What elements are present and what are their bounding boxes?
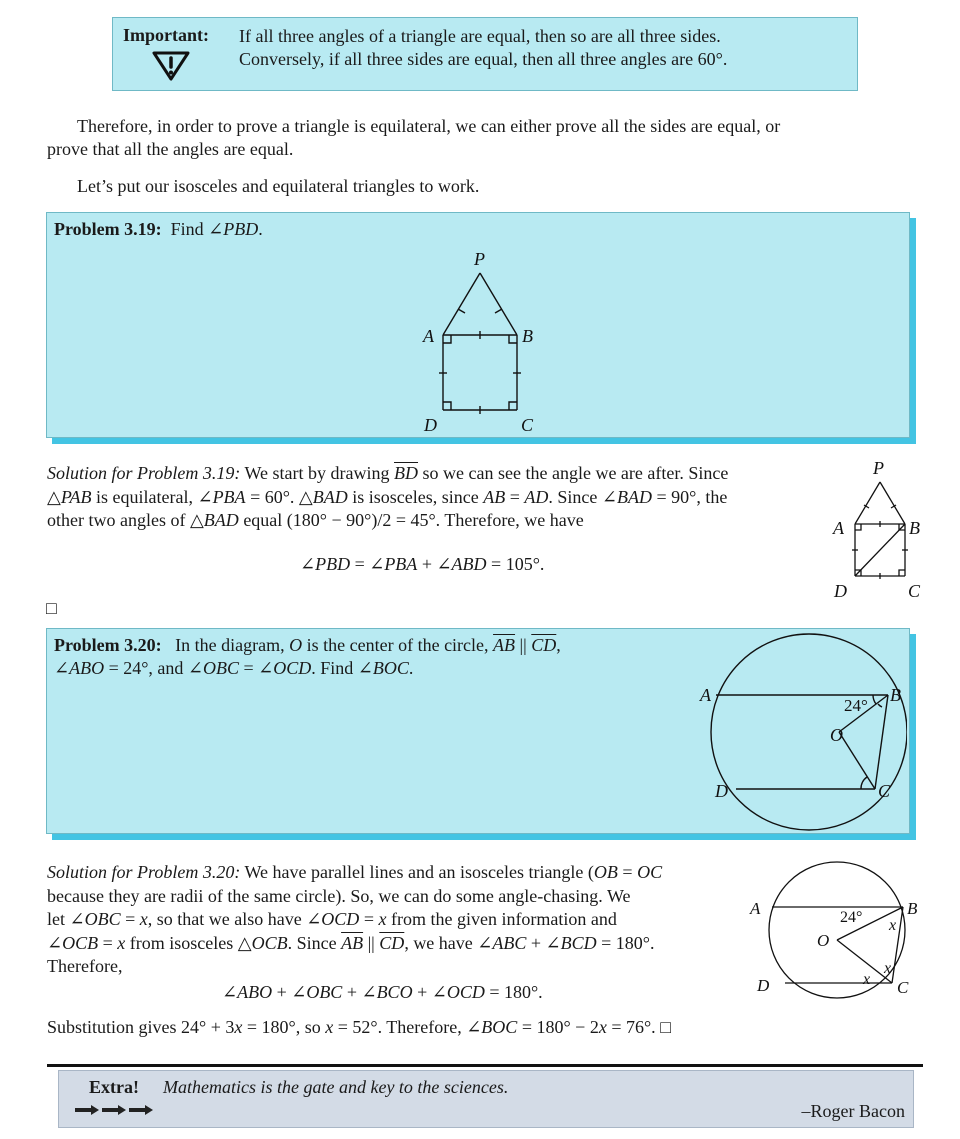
solution-3-20-line-3: [47, 908, 737, 932]
segment-cd: $\overline{CD}$: [379, 932, 405, 953]
label-x-ocd: x: [863, 971, 871, 988]
label-c: C: [878, 781, 891, 801]
solution-3-20-equation: [222, 982, 543, 1003]
var-x: x: [378, 909, 387, 929]
angle-pbd: ∠PBD: [300, 554, 351, 574]
segment-cd: $\overline{CD}$: [531, 635, 557, 655]
segment-ob: OB: [593, 862, 618, 882]
triangle-bad: △BAD: [189, 510, 239, 530]
qed-mark: □: [660, 1017, 672, 1037]
extra-quote: Mathematics is the gate and key to the sciences.: [163, 1077, 509, 1097]
text: We start by drawing: [240, 463, 395, 483]
problem-3-19-figure: [407, 243, 557, 433]
extra-label: Extra!: [89, 1077, 139, 1097]
label-a: A: [423, 326, 434, 346]
var-x: x: [598, 1017, 607, 1037]
angle-pbd: ∠PBD: [208, 219, 259, 239]
solution-label: Solution for Problem 3.19:: [47, 463, 241, 483]
text: +: [342, 982, 362, 1002]
solution-3-20-line-1: [47, 861, 737, 885]
label-x-ocb: x: [884, 960, 892, 977]
important-label: Important:: [123, 25, 209, 45]
text: equal (180° − 90°)/2 = 45°. Therefore, we have: [238, 510, 584, 530]
text: =: [505, 486, 525, 507]
paragraph-lets-work: Let’s put our isosceles and equilateral triangles to work.: [77, 176, 480, 196]
label-d: D: [757, 976, 770, 995]
label-d: D: [424, 415, 437, 433]
segment-ab: $\overline{AB}$: [341, 932, 364, 953]
text: = 52°. Therefore,: [333, 1017, 467, 1037]
solution-3-19-line-3: [47, 509, 827, 533]
problem-3-20-line-2: [54, 657, 714, 680]
label-c: C: [908, 581, 921, 601]
text: . Find: [311, 658, 358, 678]
label-c: C: [521, 415, 534, 433]
angle-obc: ∠OBC: [69, 909, 121, 929]
text: +: [417, 554, 437, 574]
label-p: P: [474, 249, 485, 269]
text: We have parallel lines and an isosceles triangle (: [240, 862, 594, 882]
angle-bad: ∠BAD: [601, 486, 652, 507]
label-b: B: [907, 899, 918, 918]
text: =: [350, 554, 370, 574]
solution-3-20-substitution: [47, 1017, 671, 1038]
text: =: [98, 932, 118, 953]
triangle-ocb: △OCB: [237, 932, 288, 953]
problem-text: Find: [170, 219, 209, 239]
label-d: D: [834, 581, 847, 601]
solution-3-20: [47, 861, 737, 979]
label-angle: 24°: [844, 696, 868, 715]
text: is equilateral,: [91, 486, 198, 507]
segment-ab: AB: [483, 486, 506, 507]
text: . Since: [287, 932, 342, 953]
label-b: B: [890, 685, 901, 705]
text: =: [359, 909, 379, 929]
solution-3-19-line-2: [47, 486, 827, 510]
text: Substitution gives 24° + 3: [47, 1017, 235, 1037]
text: In the diagram,: [175, 635, 290, 655]
text: is isosceles, since: [347, 486, 484, 507]
angle-bcd: ∠BCD: [545, 932, 597, 953]
label-b: B: [909, 518, 920, 538]
label-a: A: [700, 685, 711, 705]
point-o: O: [289, 635, 303, 655]
label-d: D: [715, 781, 728, 801]
problem-3-20-statement: [54, 634, 714, 680]
angle-obc: ∠OBC: [187, 658, 240, 678]
segment-ad: AD: [524, 486, 549, 507]
text: = 105°.: [486, 554, 545, 574]
text: +: [412, 982, 432, 1002]
angle-abc: ∠ABC: [477, 932, 527, 953]
problem-text-end: .: [258, 219, 263, 239]
important-line-1: If all three angles of a triangle are equal, then so are all three sides.: [239, 26, 721, 46]
text: = 24°, and: [104, 658, 188, 678]
arrows-icon: [75, 1105, 155, 1115]
solution-3-20-figure: [745, 860, 930, 1000]
var-x: x: [325, 1017, 334, 1037]
angle-abd: ∠ABD: [436, 554, 487, 574]
problem-3-19-statement: [54, 218, 263, 241]
problem-3-20-box: [46, 628, 910, 834]
text: = 76°.: [606, 1017, 661, 1037]
angle-bco: ∠BCO: [361, 982, 413, 1002]
text: other two angles of: [47, 510, 190, 530]
text: so we can see the angle we are after. Since: [418, 463, 729, 483]
solution-3-20-line-5: Therefore,: [47, 956, 123, 976]
triangle-bad: △BAD: [298, 486, 348, 507]
label-a: A: [833, 518, 844, 538]
var-x: x: [139, 909, 148, 929]
extra-quote-box: [58, 1070, 914, 1128]
label-o: O: [817, 931, 830, 950]
problem-label: Problem 3.20:: [54, 635, 162, 655]
paragraph-line-1: Therefore, in order to prove a triangle is equilateral, we can either prove all the sides are equal, or: [77, 116, 781, 136]
segment-oc: OC: [637, 862, 663, 882]
angle-ocb: ∠OCB: [47, 932, 99, 953]
label-o: O: [830, 725, 843, 745]
angle-boc: ∠BOC: [466, 1017, 518, 1037]
text: = 180°, so: [242, 1017, 326, 1037]
text: , we have: [404, 932, 478, 953]
angle-boc: ∠BOC: [357, 658, 409, 678]
triangle-pab: △PAB: [47, 486, 92, 507]
var-x: x: [117, 932, 126, 953]
parallel: ||: [515, 635, 532, 655]
text: from the given information and: [386, 909, 617, 929]
angle-pba: ∠PBA: [197, 486, 246, 507]
angle-abo: ∠ABO: [222, 982, 273, 1002]
paragraph-line-2: prove that all the angles are equal.: [47, 139, 294, 159]
text: is the center of the circle,: [302, 635, 494, 655]
text: =: [239, 658, 259, 678]
divider-rule: [47, 1064, 923, 1067]
text: let: [47, 909, 70, 929]
label-angle: 24°: [840, 909, 863, 926]
parallel: ||: [363, 932, 380, 953]
problem-label: Problem 3.19:: [54, 219, 162, 239]
solution-3-19-equation: [300, 554, 544, 575]
text: = 180° − 2: [517, 1017, 599, 1037]
label-p: P: [873, 458, 884, 478]
problem-3-20-figure: [697, 631, 907, 833]
angle-ocd: ∠OCD: [431, 982, 485, 1002]
paragraph-equilateral: [47, 115, 927, 161]
problem-3-19-box: [46, 212, 910, 438]
text: =: [120, 909, 140, 929]
important-line-2: Conversely, if all three sides are equal, then all three angles are 60°.: [239, 49, 728, 69]
segment-ab: $\overline{AB}$: [493, 635, 516, 655]
segment-bd: $\overline{BD}$: [394, 463, 419, 483]
solution-3-20-line-4: [47, 932, 737, 956]
text: from isosceles: [125, 932, 238, 953]
text: = 180°.: [596, 932, 655, 953]
angle-pba: ∠PBA: [369, 554, 418, 574]
solution-3-19-line-1: [47, 462, 827, 486]
important-text: [239, 25, 727, 71]
label-x-obc: x: [889, 917, 897, 934]
extra-author: –Roger Bacon: [801, 1101, 905, 1121]
label-a: A: [750, 899, 761, 918]
text: +: [526, 932, 546, 953]
text: . Since: [548, 486, 602, 507]
label-b: B: [522, 326, 533, 346]
angle-abo: ∠ABO: [54, 658, 105, 678]
text: ,: [556, 635, 561, 655]
text: = 180°.: [484, 982, 543, 1002]
angle-obc: ∠OBC: [291, 982, 343, 1002]
text: =: [617, 862, 638, 882]
solution-label: Solution for Problem 3.20:: [47, 862, 241, 882]
problem-3-20-line-1: [54, 634, 714, 657]
text: = 60°.: [245, 486, 299, 507]
angle-ocd: ∠OCD: [258, 658, 312, 678]
solution-3-20-line-2: because they are radii of the same circle). So, we can do some angle-chasing. We: [47, 885, 631, 906]
important-callout: [112, 17, 858, 91]
solution-3-19: [47, 462, 827, 533]
label-c: C: [897, 978, 909, 997]
warning-icon: [151, 50, 191, 82]
solution-3-19-figure: [828, 458, 928, 603]
text: .: [408, 658, 414, 678]
text: = 90°, the: [651, 486, 728, 507]
text: , so that we also have: [147, 909, 307, 929]
text: +: [272, 982, 292, 1002]
angle-ocd: ∠OCD: [306, 909, 360, 929]
qed-mark: □: [46, 598, 57, 618]
var-x: x: [234, 1017, 243, 1037]
